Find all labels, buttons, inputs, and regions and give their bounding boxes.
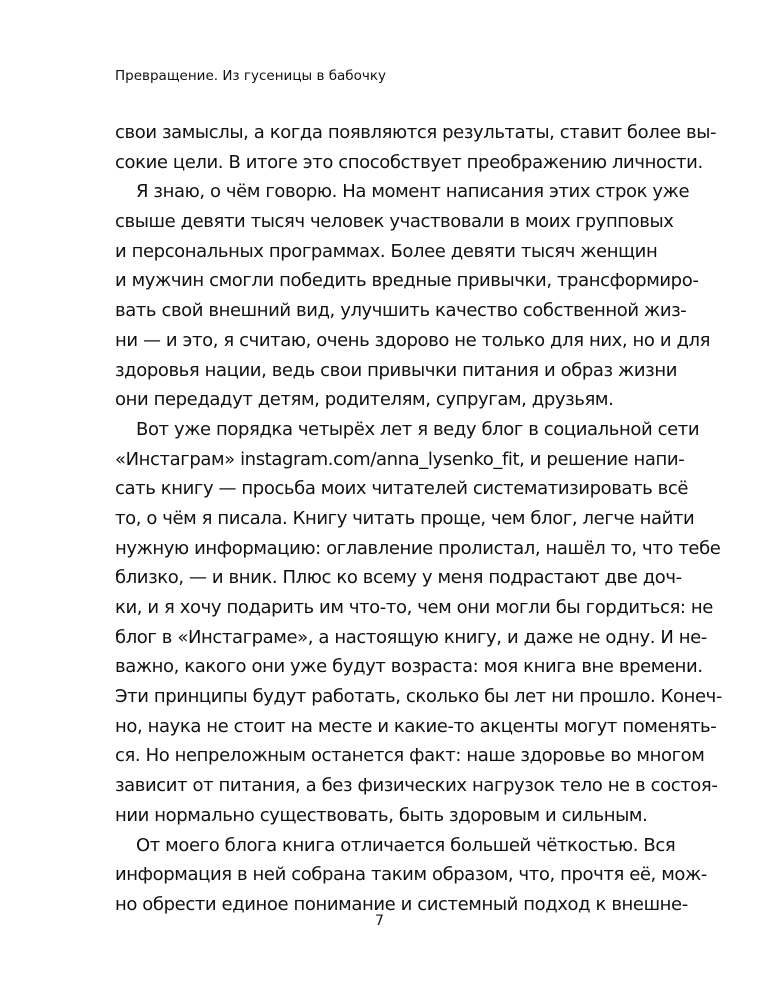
text-line: вать свой внешний вид, улучшить качество собственной жиз- bbox=[115, 300, 687, 322]
text-line: но обрести единое понимание и системный подход к внешне- bbox=[115, 893, 688, 915]
paragraph-first-line: От моего блога книга отличается большей чёткостью. Вся bbox=[136, 834, 676, 856]
text-line: свои замыслы, а когда появляются результаты, ставит более вы- bbox=[115, 122, 717, 143]
text-line: они передадут детям, родителям, супругам, друзьям. bbox=[115, 389, 614, 411]
text-line: ни — и это, я считаю, очень здорово не только для них, но и для bbox=[115, 329, 711, 351]
text-line: нии нормально существовать, быть здоровым и сильным. bbox=[115, 804, 648, 826]
page-number: 7 bbox=[375, 913, 384, 929]
text-line: и персональных программах. Более девяти тысяч женщин bbox=[115, 240, 658, 262]
text-line: и мужчин смогли победить вредные привычки, трансформиро- bbox=[115, 270, 699, 292]
text-line: ки, и я хочу подарить им что-то, чем они могли бы гордиться: не bbox=[115, 597, 713, 618]
text-line: ся. Но непреложным останется факт: наше здоровье во многом bbox=[115, 745, 705, 767]
text-line: свыше девяти тысяч человек участвовали в моих групповых bbox=[115, 211, 674, 233]
text-line: «Инстаграм» instagram.com/anna_lysenko_fit, и решение напи- bbox=[115, 448, 685, 470]
text-line: сокие цели. В итоге это способствует преображению личности. bbox=[115, 151, 703, 173]
text-line: сать книгу — просьба моих читателей систематизировать всё bbox=[115, 478, 689, 500]
running-header: Превращение. Из гусеницы в бабочку bbox=[115, 68, 387, 84]
text-line: нужную информацию: оглавление пролистал, нашёл то, что тебе bbox=[115, 537, 721, 559]
text-line: но, наука не стоит на месте и какие-то акценты могут поменять- bbox=[115, 715, 717, 737]
text-line: важно, какого они уже будут возраста: моя книга вне времени. bbox=[115, 656, 703, 678]
text-line: блог в «Инстаграме», а настоящую книгу, и даже не одну. И не- bbox=[115, 626, 707, 648]
text-line: то, о чём я писала. Книгу читать проще, чем блог, легче найти bbox=[115, 507, 695, 529]
paragraph-first-line: Я знаю, о чём говорю. На момент написания этих строк уже bbox=[136, 181, 690, 203]
page-body bbox=[115, 118, 722, 920]
text-line: близко, — и вник. Плюс ко всему у меня подрастают две доч- bbox=[115, 567, 682, 589]
text-line: зависит от питания, а без физических нагрузок тело не в состоя- bbox=[115, 775, 718, 797]
paragraph-first-line: Вот уже порядка четырёх лет я веду блог в социальной сети bbox=[136, 418, 700, 440]
text-line: Эти принципы будут работать, сколько бы лет ни прошло. Конеч- bbox=[115, 686, 722, 708]
text-line: здоровья нации, ведь свои привычки питания и образ жизни bbox=[115, 359, 677, 381]
text-line: информация в ней собрана таким образом, что, прочтя её, мож- bbox=[115, 864, 707, 886]
